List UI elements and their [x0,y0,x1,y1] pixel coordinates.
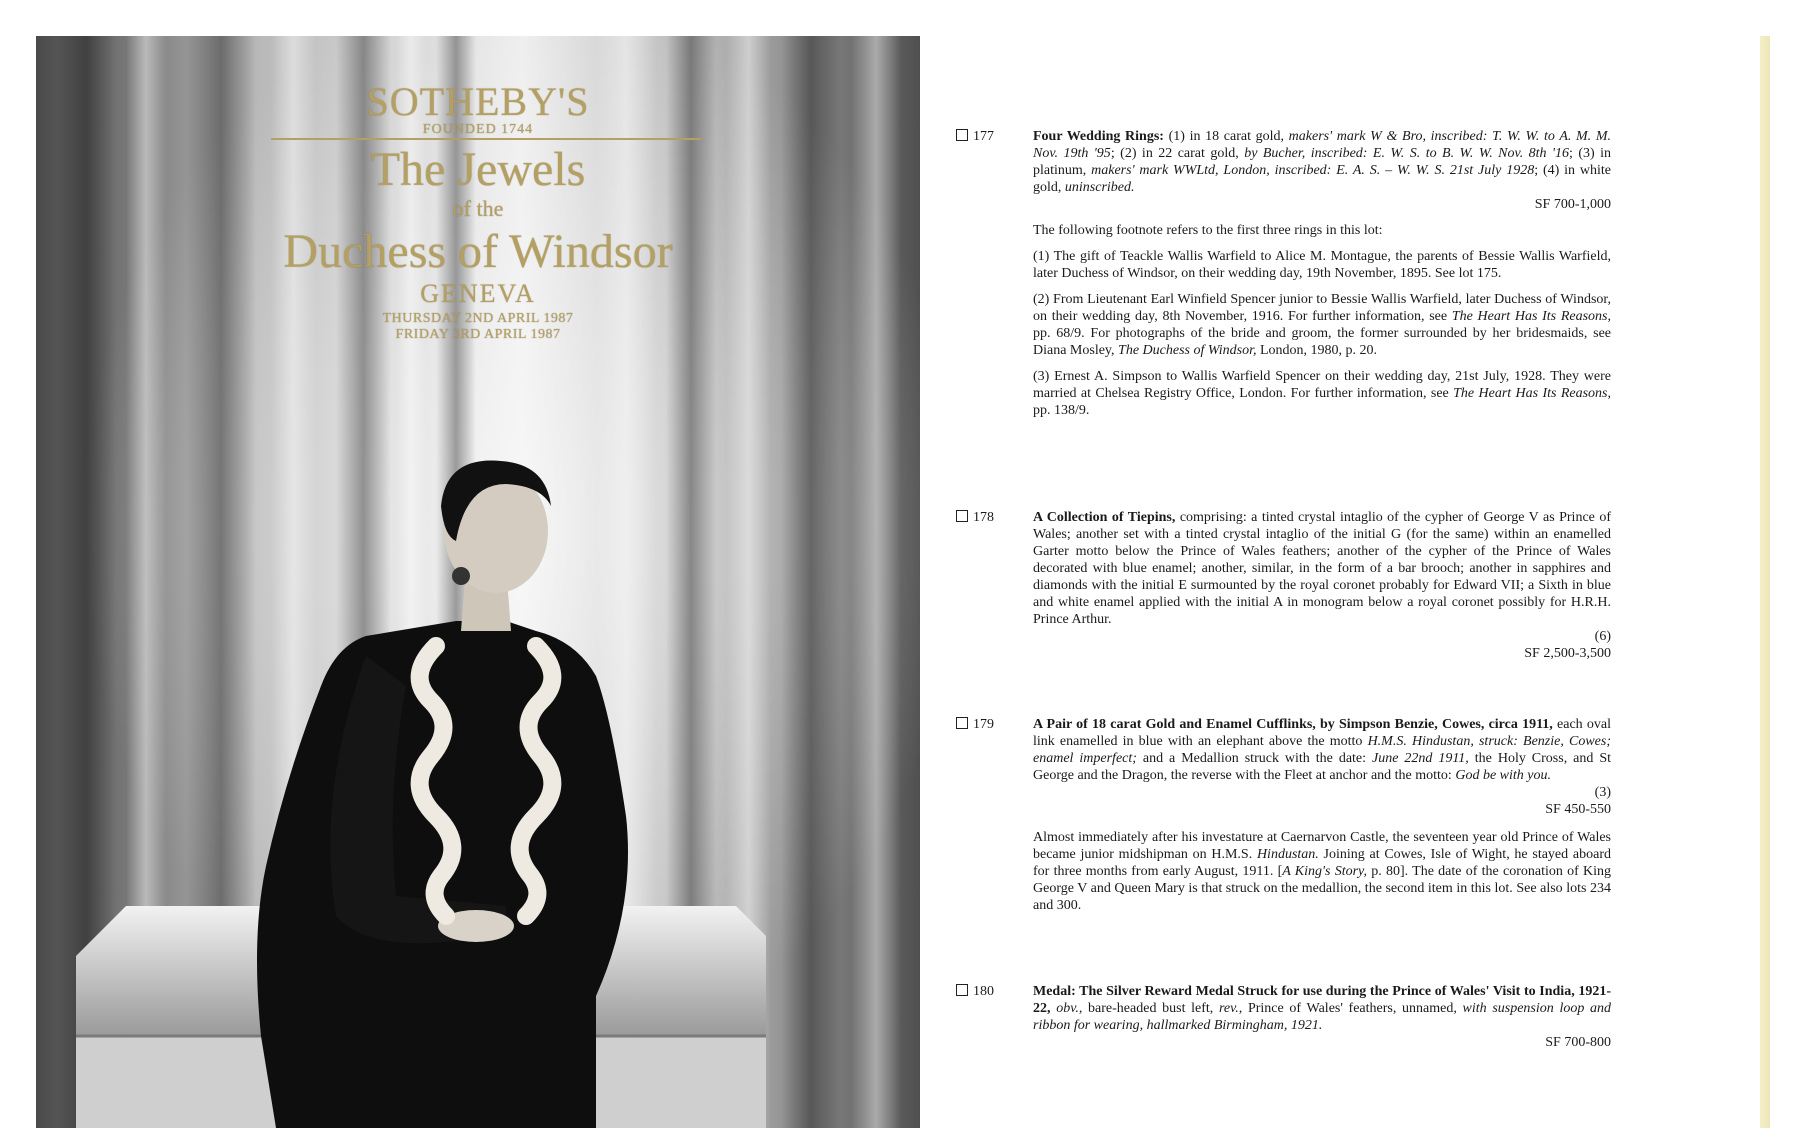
lot-item-count: (6) [1594,629,1611,644]
cover-brand: SOTHEBY'S [366,79,590,124]
lot-title: A Pair of 18 carat Gold and Enamel Cufflinks, by Simpson Benzie, Cowes, circa 1911, [1033,717,1553,732]
catalogue-cover [36,36,920,1128]
lot-177 [973,128,1611,419]
lot-description: A Collection of Tiepins, comprising: a tinted crystal intaglio of the cypher of George V as Prince of Wales; another set with a tinted crystal intaglio of the initial G (for the same) within an enamelled Garter motto below the Prince of Wales feathers; another of the cypher of the Prince of Wales decorated with blue enamel; another, similar, in the form of a bar brooch; another in sapphires and diamonds with the initial E surmounted by the royal coronet probably for Edward VII; a Sixth in blue and white enamel applied with the initial A in monogram below a royal coronet possibly for H.R.H. Prince Arthur. [1033,510,1611,627]
footnote-3: (3) Ernest A. Simpson to Wallis Warfield Spencer on their wedding day, 21st July, 1928. They were married at Chelsea Registry Office, London. For further information, see The Heart Has Its Reasons, pp. 138/9. [1033,369,1611,418]
lot-number: 178 [956,509,1028,526]
bid-checkbox[interactable] [956,717,968,729]
lot-number: 180 [956,983,1028,1000]
cover-date-2: FRIDAY 3RD APRIL 1987 [395,327,561,342]
cover-founded: FOUNDED 1744 [422,122,534,137]
lot-description: Four Wedding Rings: (1) in 18 carat gold, makers' mark W & Bro, inscribed: T. W. W. to A. M. M. Nov. 19th '95; (2) in 22 carat gold, by Bucher, inscribed: E. W. S. to B. W. W. Nov. 8th '16; (3) in platinum, makers' mark WWLtd, London, inscribed: E. A. S. – W. W. S. 21st July 1928; (4) in white gold, uninscribed. [1033,129,1611,195]
lot-item-count: (3) [1594,785,1611,800]
lot-title: Medal: The Silver Reward Medal Struck for use during the Prince of Wales' Visit to India, 1921-22, [1033,984,1611,1016]
lot-estimate: SF 2,500-3,500 [1524,646,1611,661]
bid-checkbox[interactable] [956,510,968,522]
cover-city: GENEVA [420,279,536,308]
lot-estimate: SF 700-800 [1545,1035,1611,1050]
lot-description: A Pair of 18 carat Gold and Enamel Cufflinks, by Simpson Benzie, Cowes, circa 1911, each oval link enamelled in blue with an elephant above the motto H.M.S. Hindustan, struck: Benzie, Cowes; enamel imperfect; and a Medallion struck with the date: June 22nd 1911, the Holy Cross, and St George and the Dragon, the reverse with the Fleet at anchor and the motto: God be with you. [1033,717,1612,783]
lot-number: 177 [956,128,1028,145]
footnote-1: (1) The gift of Teackle Wallis Warfield to Alice M. Montague, the parents of Bessie Wallis Warfield, later Duchess of Windsor, on their wedding day, 19th November, 1895. See lot 175. [1033,249,1611,281]
cover-date-1: THURSDAY 2ND APRIL 1987 [382,311,574,326]
lot-note: Almost immediately after his investature at Caernarvon Castle, the seventeen year old Prince of Wales became junior midshipman on H.M.S. Hindustan. Joining at Cowes, Isle of Wight, he stayed aboard for three months from early August, 1911. [A King's Story, p. 80]. The date of the coronation of King George V and Queen Mary is that struck on the medallion, the second item in this lot. See also lots 234 and 300. [1033,830,1612,913]
lot-178 [973,509,1611,662]
catalogue-page [920,36,1764,1128]
footnote-2: (2) From Lieutenant Earl Winfield Spencer junior to Bessie Wallis Warfield, later Duchess of Windsor, on their wedding day, 8th November, 1916. For further information, see The Heart Has Its Reasons, pp. 68/9. For photographs of the bride and groom, the former surrounded by her bridesmaids, see Diana Mosley, The Duchess of Windsor, London, 1980, p. 20. [1033,292,1611,358]
cover-title-line2: of the [452,196,504,221]
footnote-intro: The following footnote refers to the first three rings in this lot: [1033,223,1383,238]
lot-179 [973,716,1612,914]
lot-title: Four Wedding Rings: [1033,129,1164,144]
lot-title: A Collection of Tiepins, [1033,510,1176,525]
lot-description: Medal: The Silver Reward Medal Struck for use during the Prince of Wales' Visit to India, 1921-22, obv., bare-headed bust left, rev., Prince of Wales' feathers, unnamed, with suspension loop and ribbon for wearing, hallmarked Birmingham, 1921. [1033,984,1612,1033]
bid-checkbox[interactable] [956,984,968,996]
lot-number: 179 [956,716,1028,733]
lot-estimate: SF 450-550 [1545,802,1611,817]
cover-title-line1: The Jewels [370,143,586,196]
page-edge [1760,36,1770,1128]
bid-checkbox[interactable] [956,129,968,141]
lot-180 [973,983,1612,1051]
cover-divider [271,138,701,140]
lot-estimate: SF 700-1,000 [1534,197,1611,212]
cover-title-line3: Duchess of Windsor [283,225,673,278]
